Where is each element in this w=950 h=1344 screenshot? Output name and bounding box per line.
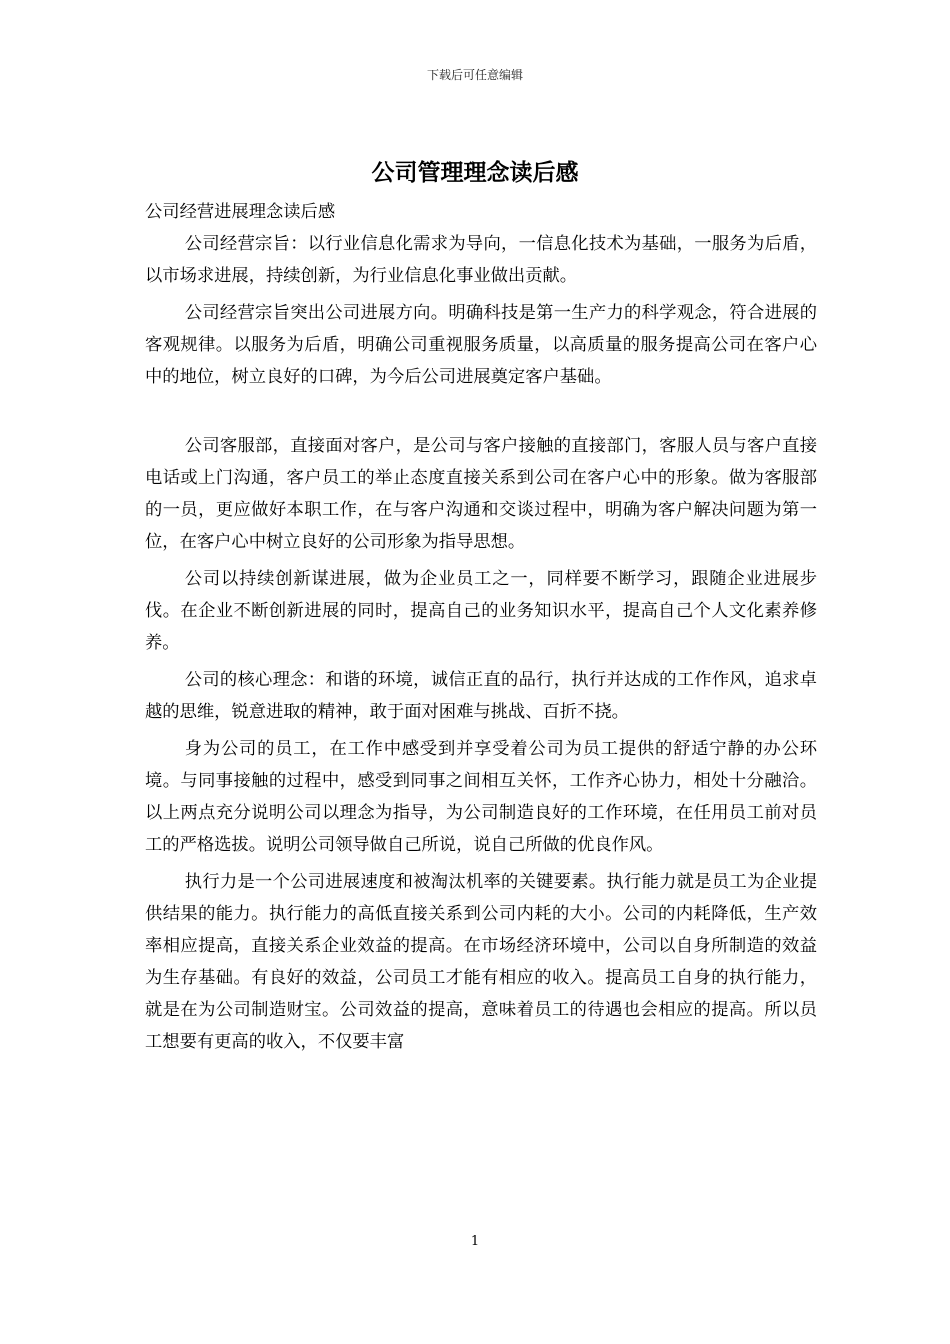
document-title: 公司管理理念读后感	[371, 160, 579, 186]
page-number: 1	[470, 1234, 480, 1249]
paragraph-spacer	[145, 398, 817, 430]
document-subtitle: 公司经营进展理念读后感	[145, 202, 336, 222]
paragraph: 身为公司的员工，在工作中感受到并享受着公司为员工提供的舒适宁静的办公环境。与同事接触的过程中，感受到同事之间相互关怀，工作齐心协力，相处十分融洽。以上两点充分说明公司以理念为指导，为公司制造良好的工作环境，在任用员工前对员工的严格选拔。说明公司领导做自己所说，说自己所做的优良作风。	[145, 739, 817, 855]
page-header-note: 下载后可任意编辑	[426, 68, 523, 82]
paragraph: 公司经营宗旨突出公司进展方向。明确科技是第一生产力的科学观念，符合进展的客观规律。以服务为后盾，明确公司重视服务质量，以高质量的服务提高公司在客户心中的地位，树立良好的口碑，为今后公司进展奠定客户基础。	[145, 303, 817, 387]
paragraph: 公司客服部，直接面对客户，是公司与客户接触的直接部门，客服人员与客户直接电话或上门沟通，客户员工的举止态度直接关系到公司在客户心中的形象。做为客服部的一员，更应做好本职工作，在与客户沟通和交谈过程中，明确为客户解决问题为第一位，在客户心中树立良好的公司形象为指导思想。	[145, 436, 817, 552]
paragraph: 公司的核心理念：和谐的环境，诚信正直的品行，执行并达成的工作作风，追求卓越的思维，锐意进取的精神，敢于面对困难与挑战、百折不挠。	[145, 670, 817, 722]
document-body	[145, 196, 817, 1063]
paragraph: 执行力是一个公司进展速度和被淘汰机率的关键要素。执行能力就是员工为企业提供结果的能力。执行能力的高低直接关系到公司内耗的大小。公司的内耗降低，生产效率相应提高，直接关系企业效益的提高。在市场经济环境中，公司以自身所制造的效益为生存基础。有良好的效益，公司员工才能有相应的收入。提高员工自身的执行能力，就是在为公司制造财宝。公司效益的提高，意味着员工的待遇也会相应的提高。所以员工想要有更高的收入，不仅要丰富	[145, 872, 817, 1052]
paragraph: 公司经营宗旨：以行业信息化需求为导向，一信息化技术为基础，一服务为后盾，以市场求进展，持续创新，为行业信息化事业做出贡献。	[145, 234, 817, 286]
paragraph: 公司以持续创新谋进展，做为企业员工之一，同样要不断学习，跟随企业进展步伐。在企业不断创新进展的同时，提高自己的业务知识水平，提高自己个人文化素养修养。	[145, 569, 817, 653]
